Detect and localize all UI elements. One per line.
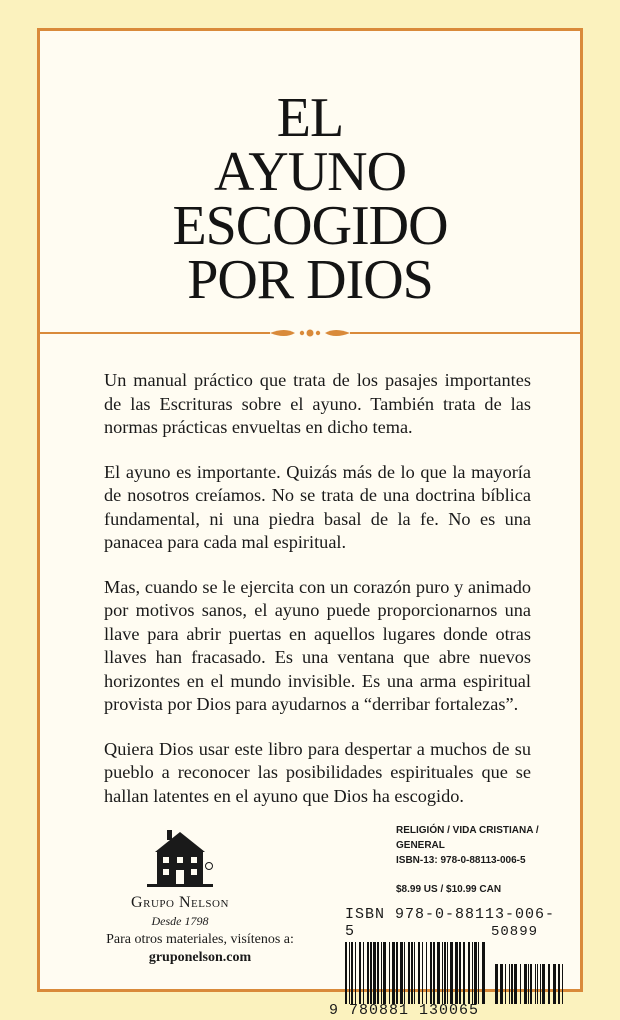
barcode-bar	[433, 942, 435, 1004]
barcode-bar	[444, 942, 446, 1004]
more-info	[80, 931, 320, 967]
barcode-bar	[540, 964, 541, 1004]
barcode-bar	[381, 942, 382, 1004]
addon-barcode-icon	[495, 964, 563, 1004]
description-paragraph: Quiera Dios usar este libro para despertar a muchos de su pueblo a reconocer las posibilidades espirituales que se hallan latentes en el ayuno que Dios ha escogido.	[104, 738, 531, 806]
book-meta	[360, 823, 560, 897]
description-paragraph: Mas, cuando se le ejercita con un corazón puro y animado por motivos sanos, el ayuno puede proporcionarnos una llave para abrir puertas en aquellos lugares donde otras llaves han fracasado. Es una ventana que abre nuevos horizontes en el mundo invisible. Es una arma espiritual provista por Dios para ayudarnos a “derribar fortalezas”.	[104, 576, 531, 714]
isbn13-label: ISBN-13: 978-0-88113-006-5	[396, 855, 526, 866]
barcode-bar	[418, 942, 420, 1004]
barcode-bar	[528, 964, 529, 1004]
barcode-bar	[430, 942, 432, 1004]
description-paragraph: El ayuno es importante. Quizás más de lo que la mayoría de nosotros creíamos. No se trata de una doctrina bíblica fundamental, ni una piedra basal de la fe. No es una panacea para cada mal espiritual.	[104, 461, 531, 552]
barcode-bar	[530, 964, 532, 1004]
barcode-bar	[463, 942, 465, 1004]
barcode-isbn-text: ISBN 978-0-88113-006-5	[345, 906, 556, 940]
barcode-bar	[355, 942, 356, 1004]
title-line-4: POR DIOS	[187, 249, 433, 311]
title-line-2: AYUNO	[213, 141, 407, 203]
barcode-bar	[535, 964, 536, 1004]
barcode-bar	[437, 942, 440, 1004]
barcode-bar	[558, 964, 560, 1004]
barcode-bar	[548, 964, 550, 1004]
barcode-bar	[351, 942, 353, 1004]
barcode-bar	[345, 942, 347, 1004]
barcode-bar	[389, 942, 390, 1004]
barcode-bar	[478, 942, 479, 1004]
barcode-price-code: 50899	[491, 924, 539, 940]
barcode-bar	[404, 942, 405, 1004]
barcode-bar	[514, 964, 517, 1004]
barcode-area	[323, 906, 563, 1019]
barcode-bar	[370, 942, 372, 1004]
barcode-bar	[414, 942, 415, 1004]
barcode-bar	[367, 942, 369, 1004]
barcode-digits: 9 780881 130065	[329, 1002, 480, 1019]
barcode-bar	[450, 942, 453, 1004]
barcode-bar	[411, 942, 413, 1004]
barcode-bar	[459, 942, 461, 1004]
title-line-1: EL	[276, 87, 344, 149]
ean-barcode-icon	[345, 942, 487, 1004]
back-cover-frame	[37, 28, 583, 1019]
more-info-label: Para otros materiales, visítenos a:	[106, 932, 294, 947]
description-paragraph: Un manual práctico que trata de los pasajes importantes de las Escrituras sobre el ayuno. También trata de las normas prácticas envueltas en dicho tema.	[104, 370, 531, 437]
description	[104, 369, 531, 829]
barcode-bar	[400, 942, 403, 1004]
price-label: $8.99 US / $10.99 CAN	[396, 884, 502, 895]
barcode-bar	[392, 942, 395, 1004]
barcode-bar	[422, 942, 423, 1004]
barcode-bar	[349, 942, 350, 1004]
barcode-bar	[472, 942, 473, 1004]
ornamental-divider	[40, 325, 580, 341]
publisher-since: Desde 1798	[151, 914, 209, 928]
barcode-bar	[542, 964, 545, 1004]
barcode-bars	[323, 942, 563, 1004]
barcode-bar	[455, 942, 458, 1004]
barcode-bar	[500, 964, 503, 1004]
barcode-bar	[442, 942, 443, 1004]
barcode-bar	[426, 942, 427, 1004]
publisher-name: Grupo Nelson	[131, 894, 229, 911]
barcode-bar	[447, 942, 448, 1004]
barcode-bar	[495, 964, 498, 1004]
divider-ornament-icon	[40, 325, 580, 341]
barcode-bar	[482, 942, 485, 1004]
barcode-bar	[383, 942, 386, 1004]
website-link[interactable]: gruponelson.com	[148, 950, 252, 965]
barcode-bar	[524, 964, 527, 1004]
house-logo-icon	[145, 826, 215, 888]
barcode-bar	[359, 942, 361, 1004]
barcode-bar	[474, 942, 477, 1004]
barcode-bar	[505, 964, 506, 1004]
barcode-bar	[468, 942, 470, 1004]
publisher-logo	[95, 826, 265, 929]
barcode-bar	[511, 964, 513, 1004]
barcode-bar	[377, 942, 379, 1004]
category-label: RELIGIÓN / VIDA CRISTIANA / GENERAL	[396, 825, 539, 851]
barcode-bar	[373, 942, 376, 1004]
title-line-3: ESCOGIDO	[172, 195, 448, 257]
barcode-bar	[553, 964, 556, 1004]
barcode-bar	[363, 942, 364, 1004]
barcode-bar	[408, 942, 410, 1004]
barcode-bar	[562, 964, 563, 1004]
barcode-bar	[520, 964, 521, 1004]
barcode-bar	[509, 964, 510, 1004]
barcode-bar	[537, 964, 538, 1004]
barcode-bar	[396, 942, 398, 1004]
book-title	[40, 87, 580, 311]
